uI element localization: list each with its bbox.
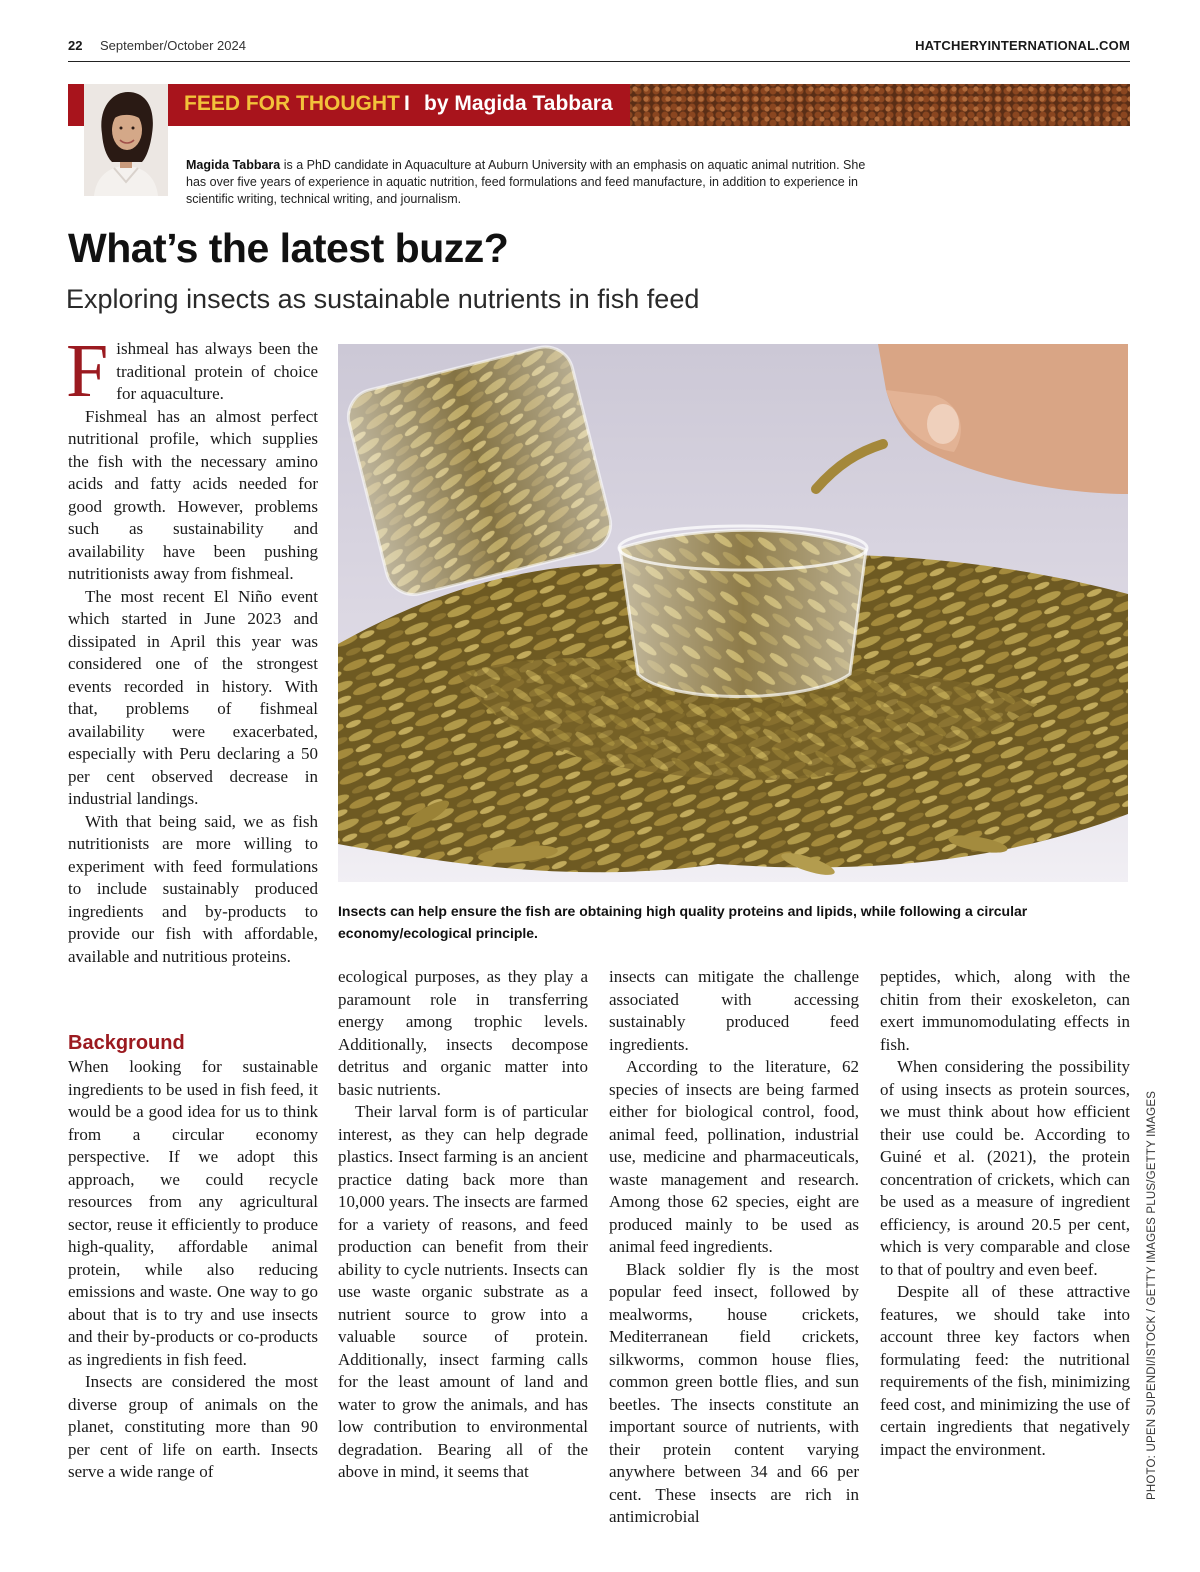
paragraph: Insects are considered the most diverse group of animals on the planet, constituting more than 90 per cent of life on earth. Insects serve a wide range of	[68, 1372, 318, 1481]
author-name: Magida Tabbara	[186, 157, 281, 172]
mealworms-photo	[338, 344, 1128, 882]
header-rule	[68, 61, 1130, 62]
page-number: 22	[68, 38, 83, 53]
banner-accent	[68, 84, 84, 126]
paragraph: Despite all of these attractive features, we should take into account three key factors when formulating feed: the nutritional requirements of the fish, minimizing feed cost, and minimizing the use of certain ingredients that negatively impact the environment.	[880, 1282, 1130, 1459]
column-2	[338, 966, 588, 1484]
drop-cap: F	[66, 329, 109, 413]
paragraph: Their larval form is of particular interest, as they can help degrade plastics. Insect farming is an ancient practice dating back more than 10,000 years. The insects are farmed for a variety of reasons, and feed production can benefit from their ability to cycle nutrients. Insects can use waste organic substrate as a nutrient source to grow into a valuable source of protein. Additionally, insect farming calls for the least amount of land and water to grow the animals, and has low contribution to environmental degradation. Bearing all of the above in mind, it seems that	[338, 1102, 588, 1481]
column-4	[880, 966, 1130, 1461]
photo-credit: PHOTO: UPEN SUPENDI/ISTOCK / GETTY IMAGES PLUS/GETTY IMAGES	[1146, 1090, 1158, 1500]
feed-pellets-image	[630, 84, 1130, 126]
paragraph: When looking for sustainable ingredients to be used in fish feed, it would be a good idea for us to think from a circular economy perspective. If we adopt this approach, we could recycle resources from any agricultural sector, reuse it efficiently to produce high-quality, affordable animal protein, while also reducing emissions and waste. One way to go about that is to try and use insects and their by-products or co-products as ingredients in fish feed.	[68, 1057, 318, 1369]
author-bio	[186, 157, 866, 208]
photo-caption: Insects can help ensure the fish are obtaining high quality proteins and lipids, while following a circular economy/ecological principle.	[338, 903, 1028, 941]
section-heading: Background	[68, 1032, 185, 1054]
paragraph: Black soldier fly is the most popular feed insect, followed by mealworms, house crickets, Mediterranean field crickets, silkworms, common house flies, common green bottle flies, and sun beetles. The insects constitute an important source of nutrients, with their protein content varying anywhere between 34 and 66 per cent. These insects are rich in antimicrobial	[609, 1259, 859, 1526]
paragraph: When considering the possibility of using insects as protein sources, we must think about how efficient their use could be. According to Guiné et al. (2021), the protein concentration of crickets, which can be used as a measure of ingredient efficiency, is around 20.5 per cent, which is very comparable and close to that of poultry and even beef.	[880, 1057, 1130, 1279]
author-photo	[84, 84, 168, 196]
headline: What’s the latest buzz?	[68, 225, 509, 271]
running-header	[68, 38, 1130, 56]
author-bio-text: is a PhD candidate in Aquaculture at Auburn University with an emphasis on aquatic animal nutrition. She has over five years of experience in aquatic nutrition, feed formulations and feed manufacture, in addition to experience in scientific writing, technical writing, and journalism.	[186, 157, 866, 206]
column-1-bottom	[68, 1031, 318, 1484]
issue-date: September/October 2024	[100, 38, 246, 53]
byline: by Magida Tabbara	[424, 92, 613, 115]
paragraph: With that being said, we as fish nutritionists are more willing to experiment with feed formulations to include sustainably produced ingredients and by-products to provide our fish with affordable, available and nutritious proteins.	[68, 811, 318, 966]
paragraph: According to the literature, 62 species of insects are being farmed either for biological control, food, animal feed, pollination, industrial use, medicine and pharmaceuticals, waste management and research. Among those 62 species, eight are produced mainly to be used as animal feed ingredients.	[609, 1057, 859, 1256]
paragraph: The most recent El Niño event which started in June 2023 and dissipated in April this year was considered one of the strongest events recorded in history. With that, problems of fishmeal availability were exacerbated, especially with Peru declaring a 50 per cent observed decrease in industrial landings.	[68, 586, 318, 808]
column-title: FEED FOR THOUGHT	[184, 92, 400, 115]
paragraph: ecological purposes, as they play a paramount role in transferring energy among trophic levels. Additionally, insects decompose detritus and organic matter into basic nutrients.	[338, 967, 588, 1099]
paragraph: Fishmeal has an almost perfect nutritional profile, which supplies the fish with the necessary amino acids and fatty acids needed for good growth. However, problems such as sustainability and availability have been pushing nutritionists away from fishmeal.	[68, 406, 318, 583]
site-name: HATCHERYINTERNATIONAL.COM	[915, 38, 1130, 53]
column-1-top	[66, 329, 318, 968]
column-3	[609, 966, 859, 1529]
paragraph: insects can mitigate the challenge associated with accessing sustainably produced feed ingredients.	[609, 967, 859, 1054]
deck: Exploring insects as sustainable nutrients in fish feed	[66, 284, 700, 314]
paragraph: ishmeal has always been the traditional protein of choice for aquaculture.	[116, 339, 318, 403]
banner-separator: I	[404, 92, 410, 115]
paragraph: peptides, which, along with the chitin from their exoskeleton, can exert immunomodulating effects in fish.	[880, 967, 1130, 1054]
